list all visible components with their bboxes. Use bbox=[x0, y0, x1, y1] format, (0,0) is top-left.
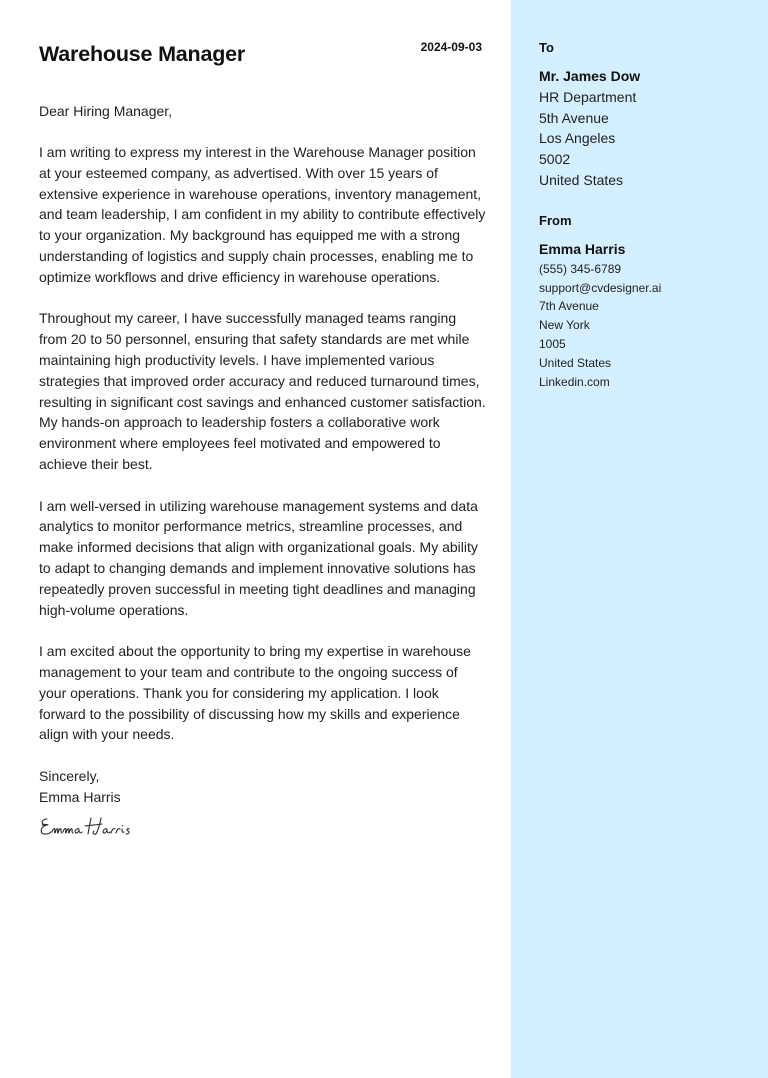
paragraph-3: I am well-versed in utilizing warehouse management systems and data analytics to monitor performance metrics, streamline processes, and make informed decisions that align with organizational goals. My ability to adapt to changing demands and implement innovative solutions has repeatedly proven successful in meeting tight deadlines and managing high-volume operations. bbox=[39, 497, 478, 618]
sender-country: United States bbox=[539, 355, 612, 370]
recipient-city: Los Angeles bbox=[539, 130, 616, 147]
letter-body bbox=[39, 142, 487, 839]
sender-label: From bbox=[539, 213, 572, 228]
sender-email: support@cvdesigner.ai bbox=[539, 280, 662, 295]
letter-date: 2024-09-03 bbox=[420, 40, 482, 54]
paragraph-1: I am writing to express my interest in the Warehouse Manager position at your esteemed company, as advertised. With over 15 years of extensive experience in warehouse operations, inventory management, and team leadership, I am confident in my ability to contribute effectively to your organization. My background has equipped me with a strong understanding of logistics and supply chain processes, enabling me to optimize workflows and drive efficiency in warehouse operations. bbox=[39, 144, 486, 285]
letter-title: Warehouse Manager bbox=[39, 42, 246, 66]
sender-zip: 1005 bbox=[539, 336, 566, 351]
signature-image bbox=[39, 813, 149, 839]
salutation: Dear Hiring Manager, bbox=[39, 103, 173, 119]
paragraph-4: I am excited about the opportunity to bring my expertise in warehouse management to your team and contribute to the ongoing success of your operations. Thank you for considering my application. I look forward to the possibility of discussing how my skills and experience align with your needs. bbox=[39, 643, 471, 743]
recipient-label: To bbox=[539, 40, 554, 55]
sender-phone: (555) 345-6789 bbox=[539, 261, 622, 276]
recipient-street: 5th Avenue bbox=[539, 109, 609, 126]
sender-street: 7th Avenue bbox=[539, 299, 599, 314]
recipient-zip: 5002 bbox=[539, 151, 571, 168]
recipient-name: Mr. James Dow bbox=[539, 68, 641, 84]
closing-name: Emma Harris bbox=[39, 788, 121, 805]
sender-city: New York bbox=[539, 318, 590, 333]
sender-block bbox=[539, 239, 754, 391]
closing-phrase: Sincerely, bbox=[39, 767, 100, 784]
recipient-block bbox=[539, 66, 754, 191]
handwritten-signature bbox=[39, 813, 487, 839]
recipient-department: HR Department bbox=[539, 88, 637, 105]
sender-website: Linkedin.com bbox=[539, 374, 610, 389]
recipient-country: United States bbox=[539, 171, 624, 188]
paragraph-2: Throughout my career, I have successfully managed teams ranging from 20 to 50 personnel, ensuring that safety standards are met while maintaining high productivity levels. I have implemented various strategies that improved order accuracy and reduced turnaround times, resulting in significant cost savings and enhanced customer satisfaction. My hands-on approach to leadership fosters a collaborative work environment where employees feel motivated and empowered to achieve their best. bbox=[39, 310, 486, 472]
sender-name: Emma Harris bbox=[539, 241, 626, 257]
